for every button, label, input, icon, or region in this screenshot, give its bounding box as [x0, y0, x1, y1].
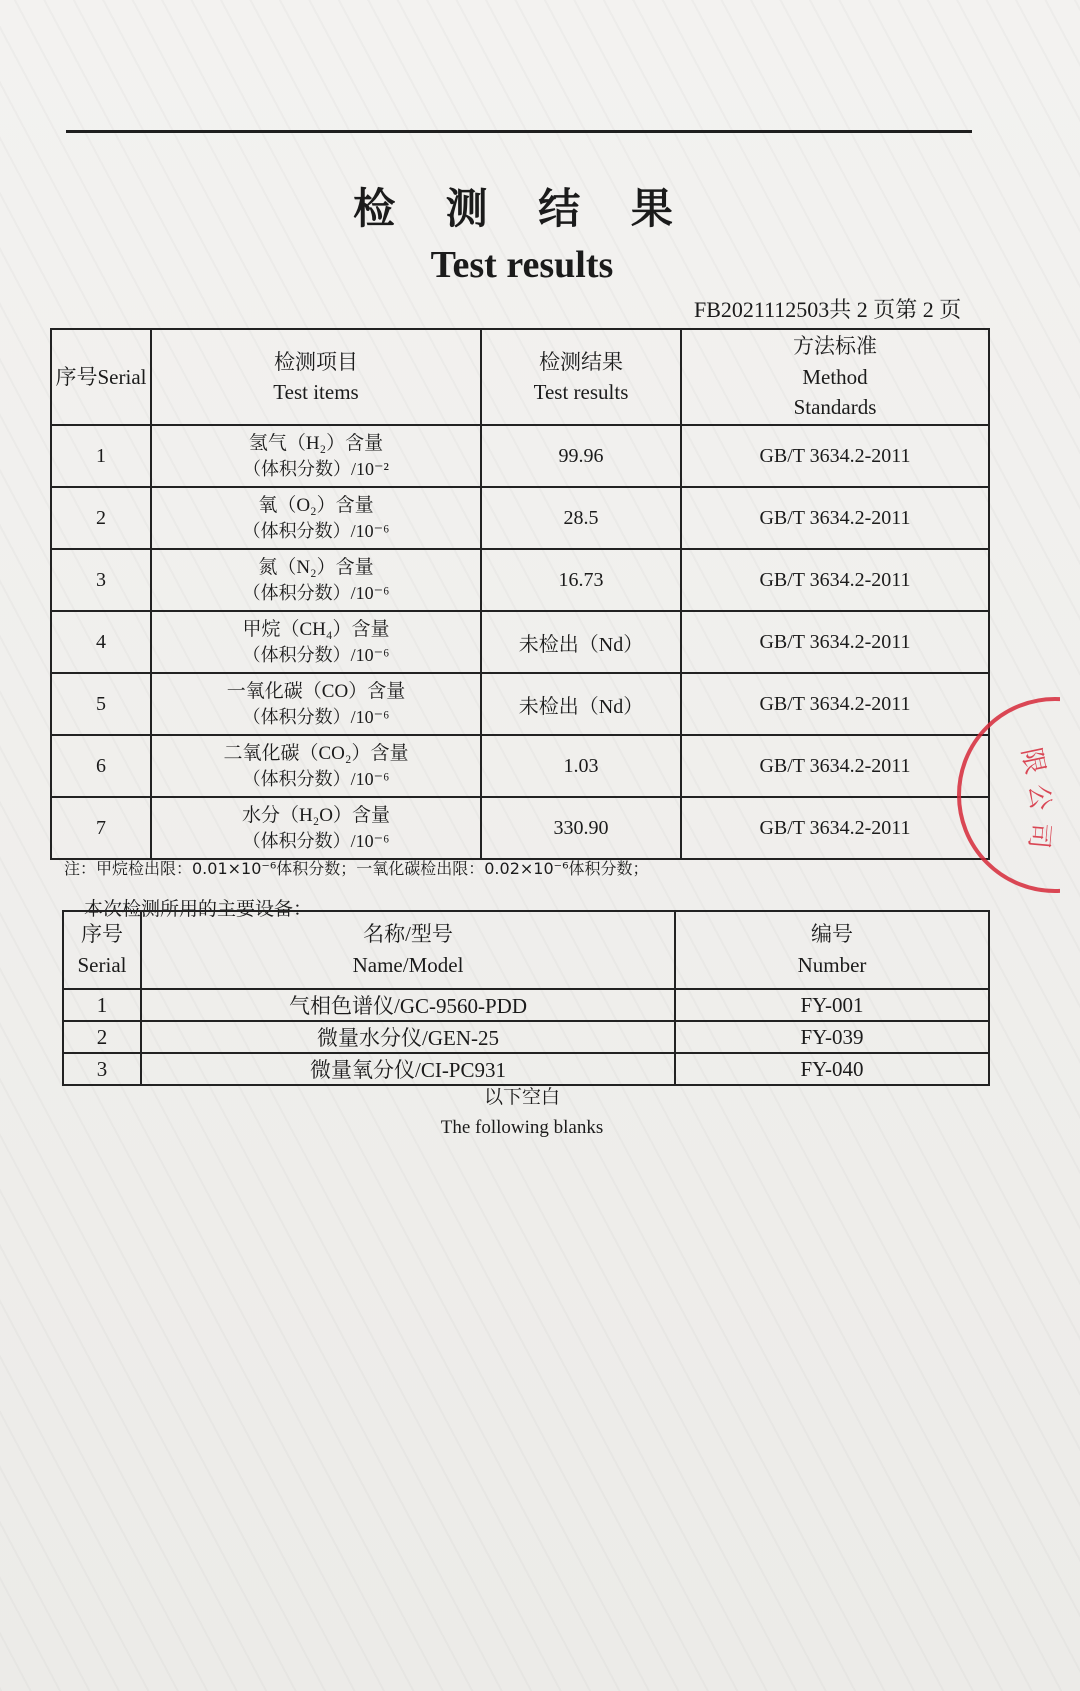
item-unit: （体积分数）/10⁻⁶ — [242, 582, 390, 603]
col-serial — [51, 329, 151, 425]
row-item — [151, 487, 481, 549]
item-unit: （体积分数）/10⁻⁶ — [242, 520, 390, 541]
col-equip-name-en: Name/Model — [352, 953, 464, 977]
row-serial: 6 — [51, 735, 151, 797]
title-chinese: 检 测 结 果 — [353, 184, 691, 233]
table-row — [51, 797, 989, 859]
row-item — [151, 425, 481, 487]
row-method: GB/T 3634.2-2011 — [681, 735, 989, 797]
item-name: 二氧化碳（CO₂）含量 — [223, 743, 409, 765]
row-result: 28.5 — [481, 487, 681, 549]
item-unit: （体积分数）/10⁻² — [243, 458, 389, 479]
equip-name: 气相色谱仪/GC-9560-PDD — [141, 989, 675, 1021]
row-method: GB/T 3634.2-2011 — [681, 611, 989, 673]
col-equip-name-cn: 名称/型号 — [363, 921, 453, 946]
svg-text:公: 公 — [1023, 783, 1055, 812]
row-item — [151, 673, 481, 735]
item-unit: （体积分数）/10⁻⁶ — [242, 644, 390, 665]
row-serial: 3 — [51, 549, 151, 611]
item-name: 水分（H₂O）含量 — [241, 805, 391, 827]
table-row — [63, 1021, 989, 1053]
item-name: 氧（O₂）含量 — [258, 495, 374, 517]
equipment-label: 本次检测所用的主要设备： — [84, 898, 313, 920]
title-english: Test results — [430, 244, 614, 286]
row-serial: 1 — [51, 425, 151, 487]
equipment-table — [62, 910, 990, 1086]
row-serial: 7 — [51, 797, 151, 859]
row-item — [151, 549, 481, 611]
row-result: 未检出（Nd） — [481, 611, 681, 673]
equip-number: FY-001 — [675, 989, 989, 1021]
row-serial: 5 — [51, 673, 151, 735]
equipment-header-row — [63, 911, 989, 989]
row-item — [151, 611, 481, 673]
item-unit: （体积分数）/10⁻⁶ — [242, 830, 390, 851]
col-equip-serial-en: Serial — [77, 953, 127, 977]
item-name: 一氧化碳（CO）含量 — [226, 681, 406, 703]
table-row — [51, 673, 989, 735]
row-serial: 2 — [51, 487, 151, 549]
col-serial-label: 序号Serial — [55, 364, 147, 389]
equip-name: 微量氧分仪/CI-PC931 — [141, 1053, 675, 1085]
table-row — [63, 1053, 989, 1085]
svg-text:司: 司 — [1022, 821, 1055, 850]
blank-notice-cn: 以下空白 — [483, 1086, 560, 1108]
row-result: 99.96 — [481, 425, 681, 487]
row-method: GB/T 3634.2-2011 — [681, 487, 989, 549]
item-unit: （体积分数）/10⁻⁶ — [242, 768, 390, 789]
table-row — [51, 735, 989, 797]
row-item — [151, 735, 481, 797]
equip-number: FY-039 — [675, 1021, 989, 1053]
col-test-items — [151, 329, 481, 425]
table-row — [51, 611, 989, 673]
table-row — [51, 487, 989, 549]
item-unit: （体积分数）/10⁻⁶ — [242, 706, 390, 727]
col-equip-serial-cn: 序号 — [81, 921, 123, 946]
company-seal-icon — [930, 690, 1060, 900]
col-equip-number — [675, 911, 989, 989]
results-header-row — [51, 329, 989, 425]
row-method: GB/T 3634.2-2011 — [681, 673, 989, 735]
row-method: GB/T 3634.2-2011 — [681, 549, 989, 611]
row-item — [151, 797, 481, 859]
col-method-cn: 方法标准 — [793, 334, 877, 359]
item-name: 氮（N₂）含量 — [258, 557, 374, 579]
item-name: 氢气（H₂）含量 — [248, 433, 384, 455]
col-method-en1: Method — [802, 364, 868, 389]
table-row — [63, 989, 989, 1021]
col-item-en: Test items — [273, 380, 359, 404]
col-result-en: Test results — [533, 380, 629, 404]
row-method: GB/T 3634.2-2011 — [681, 425, 989, 487]
detection-limit-note: 注：甲烷检出限：0.01×10⁻⁶体积分数；一氧化碳检出限：0.02×10⁻⁶体积分数； — [64, 859, 649, 878]
equip-serial: 1 — [63, 989, 141, 1021]
row-result: 330.90 — [481, 797, 681, 859]
row-result: 16.73 — [481, 549, 681, 611]
col-equip-name — [141, 911, 675, 989]
col-equip-number-en: Number — [797, 953, 867, 977]
top-rule — [66, 130, 972, 133]
row-result: 未检出（Nd） — [481, 673, 681, 735]
row-method: GB/T 3634.2-2011 — [681, 797, 989, 859]
col-equip-serial — [63, 911, 141, 989]
col-result-cn: 检测结果 — [539, 349, 623, 374]
table-row — [51, 549, 989, 611]
col-method-en2: Standards — [793, 395, 877, 420]
equip-serial: 2 — [63, 1021, 141, 1053]
row-result: 1.03 — [481, 735, 681, 797]
item-name: 甲烷（CH₄）含量 — [242, 619, 390, 641]
col-equip-number-cn: 编号 — [811, 921, 853, 946]
document-number: FB2021112503共 2 页第 2 页 — [694, 297, 962, 322]
col-test-results — [481, 329, 681, 425]
table-row — [51, 425, 989, 487]
equip-number: FY-040 — [675, 1053, 989, 1085]
col-method — [681, 329, 989, 425]
results-table — [50, 328, 990, 860]
equip-serial: 3 — [63, 1053, 141, 1085]
col-item-cn: 检测项目 — [274, 349, 358, 374]
equip-name: 微量水分仪/GEN-25 — [141, 1021, 675, 1053]
blank-notice-en: The following blanks — [440, 1117, 604, 1138]
row-serial: 4 — [51, 611, 151, 673]
svg-text:限: 限 — [1015, 745, 1050, 777]
